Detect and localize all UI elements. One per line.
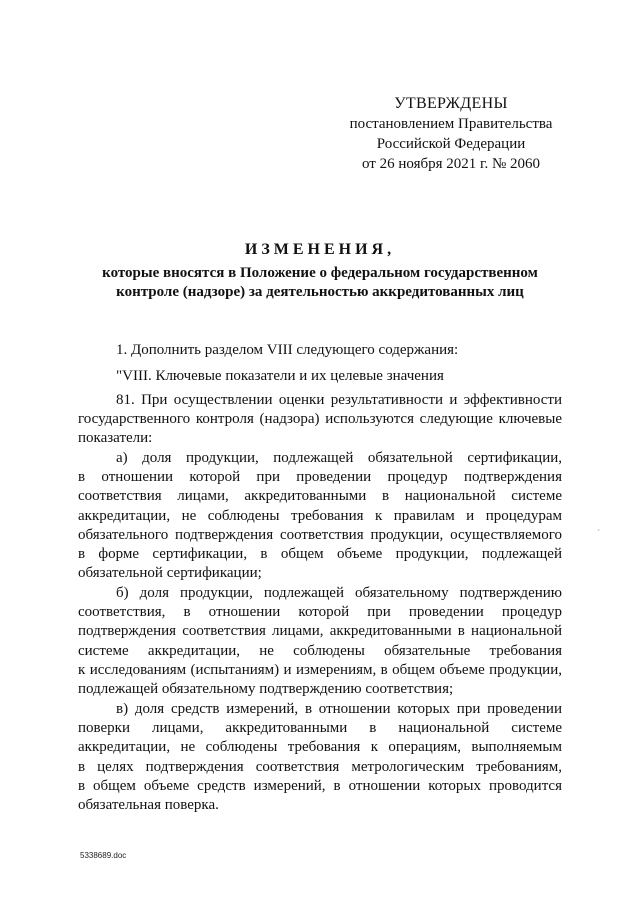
paragraph-line: 81. При осуществлении оценки результативности и эффективности xyxy=(116,392,562,408)
approval-line-2: Российской Федерации xyxy=(376,136,526,152)
paragraph-line: б) доля продукции, подлежащей обязательному подтверждению xyxy=(116,585,562,601)
paragraph-line: в отношении которой при проведении процедур подтверждения xyxy=(78,469,562,486)
approval-stamp xyxy=(346,94,556,174)
document-title: ИЗМЕНЕНИЯ, xyxy=(244,241,396,258)
scan-mark: ´ xyxy=(597,528,600,538)
paragraph-line: поверки лицами, аккредитованными в национальной системе xyxy=(78,720,562,737)
paragraph-a xyxy=(78,449,562,583)
approval-heading: УТВЕРЖДЕНЫ xyxy=(394,95,508,112)
paragraph-line: в целях подтверждения соответствия метрологическим требованиям, xyxy=(78,758,562,775)
paragraph-line: системе аккредитации, не соблюдены обязательные требования xyxy=(78,642,562,659)
paragraph-line: государственного контроля (надзора) используются следующие ключевые xyxy=(78,411,562,428)
paragraph-b xyxy=(78,584,562,699)
item-1-paragraph: 1. Дополнить разделом VIII следующего содержания: xyxy=(116,342,459,358)
paragraph-line: аккредитации, не соблюдены требования к правилам и процедурам xyxy=(78,507,562,524)
paragraph-v xyxy=(78,700,562,815)
paragraph-line: аккредитации, не соблюдены требования к операциям, выполняемым xyxy=(78,739,562,756)
approval-line-1: постановлением Правительства xyxy=(349,116,553,132)
paragraph-line: в общем объеме средств измерений, в отношении которых проводится xyxy=(78,777,562,794)
paragraph-line: к исследованиям (испытаниям) и измерениям, в общем объеме продукции, xyxy=(78,661,562,678)
paragraph-line: а) доля продукции, подлежащей обязательной сертификации, xyxy=(116,450,562,466)
section-heading: "VIII. Ключевые показатели и их целевые значения xyxy=(116,368,444,384)
paragraph-line: подтверждения соответствия лицами, аккредитованными в национальной xyxy=(78,623,562,640)
file-name-footer: 5338689.doc xyxy=(80,851,127,860)
document-subtitle xyxy=(70,264,570,302)
subtitle-line-2: контроле (надзоре) за деятельностью аккредитованных лиц xyxy=(116,284,524,300)
paragraph-line: обязательного подтверждения соответствия продукции, осуществляемого xyxy=(78,526,562,543)
paragraph-line: в форме сертификации, в общем объеме продукции, подлежащей xyxy=(78,546,562,563)
paragraph-line: в) доля средств измерений, в отношении которых при проведении xyxy=(116,701,562,717)
paragraph-line: соответствия, в отношении которой при проведении процедур xyxy=(78,604,562,621)
subtitle-line-1: которые вносятся в Положение о федеральном государственном xyxy=(102,265,538,281)
paragraph-line: соответствия лицами, аккредитованными в национальной системе xyxy=(78,488,562,505)
paragraph-81 xyxy=(78,391,562,449)
paragraph-line: обязательная поверка. xyxy=(78,797,219,814)
paragraph-line: показатели: xyxy=(78,430,153,447)
approval-line-3: от 26 ноября 2021 г. № 2060 xyxy=(361,156,541,172)
paragraph-line: подлежащей обязательному подтверждению соответствия; xyxy=(78,681,454,698)
paragraph-line: обязательной сертификации; xyxy=(78,565,262,582)
